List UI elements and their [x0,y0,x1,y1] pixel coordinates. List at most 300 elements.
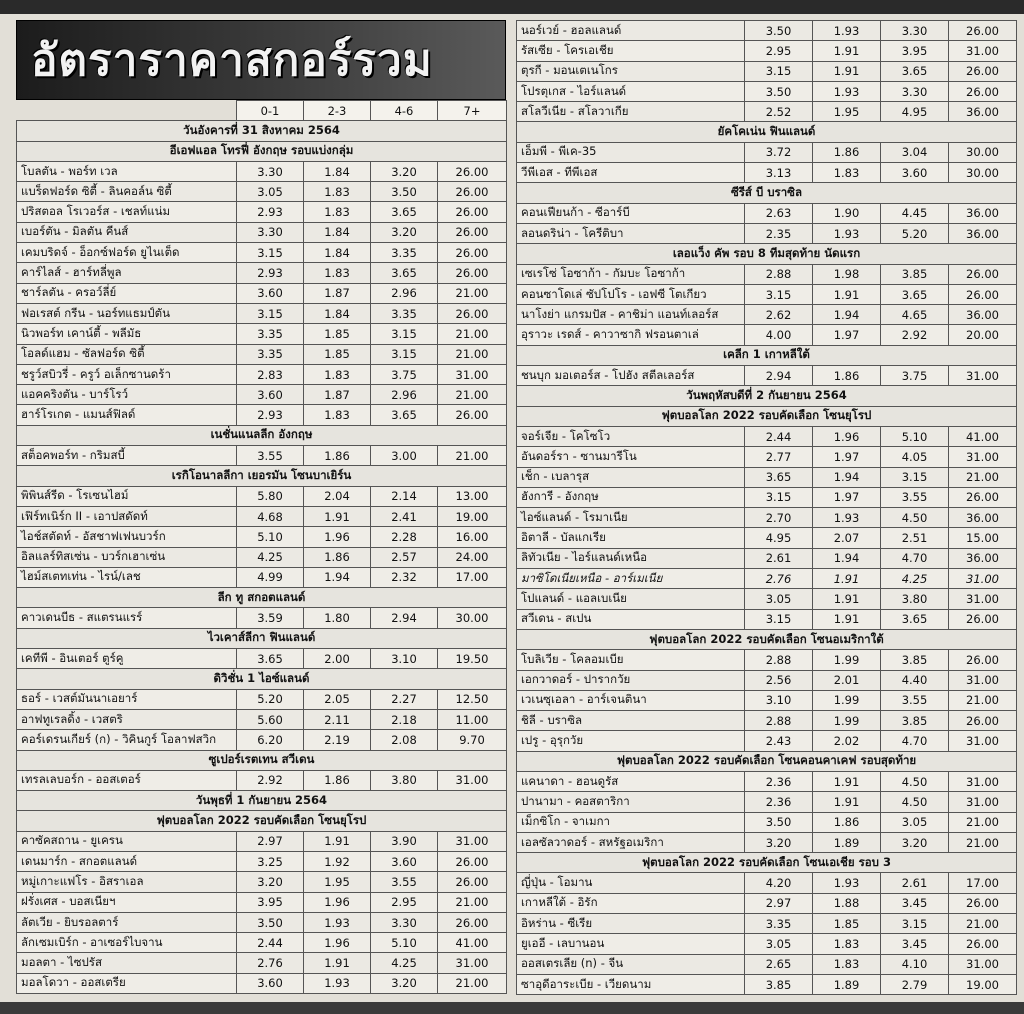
odds-0-1: 2.65 [745,954,813,974]
odds-7-plus: 26.00 [438,161,507,181]
odds-2-3: 1.86 [304,547,371,567]
odds-0-1: 5.80 [237,486,304,506]
match-name: ลิทัวเนีย - ไอร์แลนด์เหนือ [517,548,745,568]
match-name: เวเนซุเอลา - อาร์เจนตินา [517,690,745,710]
match-name: ฮาร์โรเกต - แมนส์ฟิลด์ [17,405,237,425]
table-row [517,142,1017,162]
odds-4-6: 3.20 [371,161,438,181]
odds-table-left [16,100,507,994]
section-title: ไวเคาส์ลีกา ฟินแลนด์ [17,628,507,648]
odds-0-1: 3.05 [237,182,304,202]
match-name: วีพีเอส - ทีพีเอส [517,163,745,183]
odds-0-1: 2.44 [237,933,304,953]
odds-2-3: 1.93 [813,81,881,101]
odds-0-1: 2.94 [745,366,813,386]
match-name: โบลตัน - พอร์ท เวล [17,161,237,181]
section-title: ซูเปอร์เรตเทน สวีเดน [17,750,507,770]
table-row [517,41,1017,61]
match-name: ฟอเรสต์ กรีน - นอร์ทแธมป์ตัน [17,303,237,323]
odds-0-1: 3.50 [745,812,813,832]
left-column [16,20,506,994]
odds-4-6: 3.55 [881,487,949,507]
page-title: อัตราราคาสกอร์รวม [31,35,433,86]
odds-7-plus: 31.00 [949,792,1017,812]
match-name: ออสเตรเลีย (n) - จีน [517,954,745,974]
odds-0-1: 3.05 [745,589,813,609]
match-name: รัสเซีย - โครเอเชีย [517,41,745,61]
table-row [517,223,1017,243]
odds-0-1: 2.56 [745,670,813,690]
table-row [517,914,1017,934]
odds-2-3: 1.83 [304,364,371,384]
table-row [17,730,507,750]
match-name: ลอนดริน่า - โครีติบา [517,223,745,243]
odds-0-1: 3.50 [745,21,813,41]
odds-7-plus: 26.00 [949,61,1017,81]
match-name: เม็กซิโก - จาเมกา [517,812,745,832]
table-row [17,324,507,344]
table-row [517,487,1017,507]
odds-2-3: 1.87 [304,385,371,405]
odds-7-plus: 26.00 [438,263,507,283]
table-row [517,102,1017,122]
odds-7-plus: 31.00 [949,366,1017,386]
odds-4-6: 5.20 [881,223,949,243]
section-header [17,141,507,161]
table-row [17,486,507,506]
odds-0-1: 2.61 [745,548,813,568]
odds-7-plus: 30.00 [949,163,1017,183]
odds-0-1: 3.20 [745,832,813,852]
match-name: ลัตเวีย - ยิบรอลตาร์ [17,912,237,932]
odds-7-plus: 26.00 [949,893,1017,913]
odds-7-plus: 26.00 [949,711,1017,731]
match-name: สโลวีเนีย - สโลวาเกีย [517,102,745,122]
odds-2-3: 1.86 [813,142,881,162]
odds-2-3: 1.96 [813,426,881,446]
table-row [17,567,507,587]
table-row [517,873,1017,893]
section-header [517,629,1017,649]
odds-2-3: 2.04 [304,486,371,506]
odds-2-3: 1.80 [304,608,371,628]
table-row [17,851,507,871]
odds-2-3: 1.89 [813,832,881,852]
match-name: สต็อคพอร์ท - กริมสบี้ [17,446,237,466]
odds-4-6: 4.70 [881,731,949,751]
odds-2-3: 1.99 [813,650,881,670]
odds-7-plus: 20.00 [949,325,1017,345]
section-title: อีเอฟแอล โทรฟี่ อังกฤษ รอบแบ่งกลุ่ม [17,141,507,161]
odds-2-3: 1.91 [813,41,881,61]
table-row [517,670,1017,690]
odds-4-6: 4.10 [881,954,949,974]
odds-4-6: 2.57 [371,547,438,567]
odds-4-6: 4.70 [881,548,949,568]
odds-0-1: 2.36 [745,771,813,791]
table-row [517,325,1017,345]
odds-4-6: 3.65 [371,405,438,425]
odds-4-6: 2.41 [371,506,438,526]
odds-2-3: 1.83 [304,182,371,202]
section-title: ฟุตบอลโลก 2022 รอบคัดเลือก โซนเอเชีย รอบ 3 [517,853,1017,873]
odds-4-6: 3.55 [881,690,949,710]
odds-4-6: 3.80 [881,589,949,609]
odds-0-1: 2.62 [745,305,813,325]
match-name: ไอซ์แลนด์ - โรมาเนีย [517,508,745,528]
odds-2-3: 2.19 [304,730,371,750]
odds-4-6: 3.30 [881,81,949,101]
odds-4-6: 2.14 [371,486,438,506]
odds-0-1: 2.35 [745,223,813,243]
table-row [517,893,1017,913]
odds-4-6: 2.32 [371,567,438,587]
match-name: อาฟทูเรลดิ้ง - เวสตริ [17,709,237,729]
odds-2-3: 1.97 [813,447,881,467]
odds-7-plus: 30.00 [949,142,1017,162]
odds-2-3: 2.11 [304,709,371,729]
match-name: แคนาดา - ฮอนดูรัส [517,771,745,791]
odds-4-6: 2.08 [371,730,438,750]
match-name: ปริสตอล โรเวอร์ส - เชลท์แน่ม [17,202,237,222]
odds-0-1: 3.35 [237,344,304,364]
table-row [17,973,507,993]
match-name: คอร์เดรนเกียร์ (ก) - วิคินกูร์ โอลาฟสวิก [17,730,237,750]
odds-4-6: 4.25 [881,569,949,589]
odds-4-6: 4.25 [371,953,438,973]
section-title: ฟุตบอลโลก 2022 รอบคัดเลือก โซนยุโรป [17,811,507,831]
odds-2-3: 1.86 [813,366,881,386]
match-name: นาโงย่า แกรมปัส - คาชิม่า แอนท์เลอร์ส [517,305,745,325]
odds-7-plus: 26.00 [438,202,507,222]
table-row [17,344,507,364]
table-row [17,649,507,669]
odds-0-1: 2.70 [745,508,813,528]
odds-7-plus: 11.00 [438,709,507,729]
odds-7-plus: 21.00 [949,467,1017,487]
odds-2-3: 1.83 [304,202,371,222]
odds-2-3: 1.91 [813,284,881,304]
odds-7-plus: 31.00 [438,831,507,851]
match-name: มอลตา - ไซปรัส [17,953,237,973]
bottom-border [0,1002,1024,1014]
odds-2-3: 1.93 [813,873,881,893]
odds-4-6: 3.00 [371,446,438,466]
odds-4-6: 2.96 [371,385,438,405]
odds-7-plus: 26.00 [438,182,507,202]
odds-7-plus: 26.00 [949,650,1017,670]
odds-2-3: 1.96 [304,527,371,547]
odds-7-plus: 24.00 [438,547,507,567]
odds-7-plus: 41.00 [438,933,507,953]
odds-0-1: 2.77 [745,447,813,467]
match-name: ชนบุก มอเตอร์ส - โปฮัง สตีลเลอร์ส [517,366,745,386]
odds-7-plus: 26.00 [438,912,507,932]
odds-2-3: 1.91 [813,61,881,81]
table-row [517,447,1017,467]
table-row [17,182,507,202]
match-name: โปแลนด์ - แอลเบเนีย [517,589,745,609]
odds-4-6: 3.75 [371,364,438,384]
table-row [517,589,1017,609]
odds-7-plus: 31.00 [949,670,1017,690]
odds-7-plus: 26.00 [438,243,507,263]
odds-7-plus: 26.00 [438,851,507,871]
odds-0-1: 2.83 [237,364,304,384]
odds-7-plus: 17.00 [438,567,507,587]
odds-7-plus: 31.00 [438,770,507,790]
odds-2-3: 1.92 [304,851,371,871]
odds-2-3: 1.85 [304,344,371,364]
odds-2-3: 1.87 [304,283,371,303]
odds-0-1: 3.65 [745,467,813,487]
match-name: โปรตุเกส - ไอร์แลนด์ [517,81,745,101]
table-header [17,101,507,121]
odds-2-3: 2.05 [304,689,371,709]
table-row [517,366,1017,386]
odds-4-6: 4.50 [881,792,949,812]
odds-4-6: 3.60 [881,163,949,183]
odds-7-plus: 26.00 [438,222,507,242]
odds-2-3: 1.83 [813,163,881,183]
odds-2-3: 1.84 [304,303,371,323]
odds-7-plus: 31.00 [949,569,1017,589]
odds-7-plus: 36.00 [949,223,1017,243]
table-row [517,934,1017,954]
match-name: เอลซัลวาดอร์ - สหรัฐอเมริกา [517,832,745,852]
odds-0-1: 3.35 [237,324,304,344]
odds-7-plus: 9.70 [438,730,507,750]
odds-4-6: 3.60 [371,851,438,871]
table-row [17,527,507,547]
odds-7-plus: 13.00 [438,486,507,506]
odds-7-plus: 31.00 [949,41,1017,61]
odds-2-3: 1.93 [813,508,881,528]
odds-0-1: 3.15 [237,243,304,263]
table-row [517,812,1017,832]
odds-0-1: 2.97 [745,893,813,913]
odds-7-plus: 21.00 [438,324,507,344]
section-title: เลอแว็ง คัพ รอบ 8 ทีมสุดท้าย นัดแรก [517,244,1017,264]
odds-2-3: 1.84 [304,243,371,263]
table-row [17,933,507,953]
table-row [517,203,1017,223]
odds-0-1: 3.60 [237,283,304,303]
odds-7-plus: 31.00 [949,771,1017,791]
odds-7-plus: 36.00 [949,548,1017,568]
odds-0-1: 2.92 [237,770,304,790]
odds-7-plus: 36.00 [949,102,1017,122]
match-name: เคทีพี - อินเตอร์ ตูร์คู [17,649,237,669]
section-header [517,345,1017,365]
odds-2-3: 1.85 [813,914,881,934]
odds-0-1: 2.93 [237,405,304,425]
section-title: วันพฤหัสบดีที่ 2 กันยายน 2564 [517,386,1017,406]
odds-0-1: 2.88 [745,650,813,670]
odds-2-3: 1.99 [813,711,881,731]
odds-4-6: 3.55 [371,872,438,892]
section-header [17,121,507,141]
odds-4-6: 2.95 [371,892,438,912]
odds-0-1: 3.72 [745,142,813,162]
section-title: เคลีก 1 เกาหลีใต้ [517,345,1017,365]
table-row [517,650,1017,670]
section-title: ลีก ทู สกอตแลนด์ [17,588,507,608]
odds-0-1: 3.30 [237,161,304,181]
odds-0-1: 3.50 [745,81,813,101]
match-name: อิลแลร์ทิสเซ่น - บวร์กเฮาเซ่น [17,547,237,567]
table-row [17,892,507,912]
odds-0-1: 2.52 [745,102,813,122]
section-title: เนชั่นแนลลีก อังกฤษ [17,425,507,445]
odds-4-6: 3.90 [371,831,438,851]
table-row [517,284,1017,304]
table-row [517,528,1017,548]
match-name: โอลด์แฮม - ซัลฟอร์ด ซิตี้ [17,344,237,364]
odds-0-1: 4.68 [237,506,304,526]
section-title: ยัคโคเน่น ฟินแลนด์ [517,122,1017,142]
section-header [17,425,507,445]
odds-4-6: 4.50 [881,508,949,528]
table-row [17,872,507,892]
odds-2-3: 1.84 [304,222,371,242]
odds-4-6: 4.65 [881,305,949,325]
section-header [517,183,1017,203]
odds-7-plus: 31.00 [949,954,1017,974]
odds-2-3: 1.83 [304,405,371,425]
odds-7-plus: 31.00 [949,447,1017,467]
section-title: ฟุตบอลโลก 2022 รอบคัดเลือก โซนอเมริกาใต้ [517,629,1017,649]
match-name: ตุรกี - มอนเตเนโกร [517,61,745,81]
odds-2-3: 1.99 [813,690,881,710]
odds-4-6: 4.45 [881,203,949,223]
match-name: อันดอร์รา - ซานมารีโน [517,447,745,467]
odds-7-plus: 26.00 [949,934,1017,954]
odds-0-1: 2.44 [745,426,813,446]
odds-7-plus: 21.00 [438,892,507,912]
odds-2-3: 1.89 [813,974,881,994]
table-row [517,731,1017,751]
odds-7-plus: 21.00 [438,973,507,993]
header-blank [17,101,237,121]
table-row [17,222,507,242]
odds-4-6: 3.20 [881,832,949,852]
odds-2-3: 1.94 [304,567,371,587]
odds-0-1: 3.55 [237,446,304,466]
section-title: ฟุตบอลโลก 2022 รอบคัดเลือก โซนยุโรป [517,406,1017,426]
odds-4-6: 3.15 [881,914,949,934]
odds-7-plus: 26.00 [949,264,1017,284]
odds-7-plus: 21.00 [438,446,507,466]
odds-4-6: 3.20 [371,973,438,993]
table-row [17,446,507,466]
odds-4-6: 3.65 [371,263,438,283]
section-title: วันอังคารที่ 31 สิงหาคม 2564 [17,121,507,141]
odds-4-6: 3.80 [371,770,438,790]
table-row [17,608,507,628]
odds-7-plus: 21.00 [949,914,1017,934]
match-name: ยูเออี - เลบานอน [517,934,745,954]
odds-4-6: 2.61 [881,873,949,893]
match-name: ชาร์ลตัน - ครอว์ลี่ย์ [17,283,237,303]
match-name: พิพินส์รีด - โรเซนไฮม์ [17,486,237,506]
odds-0-1: 3.25 [237,851,304,871]
odds-0-1: 3.35 [745,914,813,934]
odds-4-6: 2.51 [881,528,949,548]
odds-7-plus: 26.00 [949,609,1017,629]
match-name: นิวพอร์ท เคาน์ตี้ - พลีมัธ [17,324,237,344]
odds-0-1: 4.25 [237,547,304,567]
table-row [517,548,1017,568]
match-name: ไอช์สตัดท์ - อัสชาฟเฟนบวร์ก [17,527,237,547]
odds-0-1: 3.95 [237,892,304,912]
table-row [17,385,507,405]
odds-7-plus: 31.00 [949,589,1017,609]
odds-2-3: 1.91 [304,831,371,851]
odds-7-plus: 26.00 [438,872,507,892]
odds-4-6: 2.94 [371,608,438,628]
table-row [517,711,1017,731]
table-row [517,974,1017,994]
odds-0-1: 3.50 [237,912,304,932]
odds-2-3: 1.91 [304,953,371,973]
odds-0-1: 3.15 [237,303,304,323]
section-title: ดิวิชั่น 1 ไอซ์แลนด์ [17,669,507,689]
table-row [517,771,1017,791]
odds-7-plus: 21.00 [949,832,1017,852]
odds-7-plus: 19.50 [438,649,507,669]
table-row [17,303,507,323]
odds-2-3: 1.86 [304,770,371,790]
table-row [17,243,507,263]
match-name: มาซิโดเนียเหนือ - อาร์เมเนีย [517,569,745,589]
match-name: แบร็ดฟอร์ด ซิตี้ - ลินคอล์น ซิตี้ [17,182,237,202]
section-header [17,669,507,689]
match-name: ซาอุดีอาระเบีย - เวียดนาม [517,974,745,994]
match-name: เคมบริดจ์ - อ็อกซ์ฟอร์ด ยูไนเต็ด [17,243,237,263]
match-name: ชรูว์สบิวรี่ - ครูว์ อเล็กซานดร้า [17,364,237,384]
odds-4-6: 4.50 [881,771,949,791]
odds-0-1: 5.60 [237,709,304,729]
table-row [17,263,507,283]
match-name: เบอร์ตัน - มิลตัน คีนส์ [17,222,237,242]
table-row [517,426,1017,446]
odds-7-plus: 36.00 [949,305,1017,325]
odds-4-6: 4.05 [881,447,949,467]
table-row [17,953,507,973]
odds-0-1: 2.88 [745,264,813,284]
odds-4-6: 3.30 [371,912,438,932]
match-name: เซเรโซ่ โอซาก้า - กัมบะ โอซาก้า [517,264,745,284]
odds-7-plus: 31.00 [438,364,507,384]
odds-0-1: 3.15 [745,284,813,304]
match-name: ฮังการี - อังกฤษ [517,487,745,507]
match-name: เดนมาร์ก - สกอตแลนด์ [17,851,237,871]
table-row [517,467,1017,487]
odds-4-6: 3.45 [881,893,949,913]
odds-4-6: 3.75 [881,366,949,386]
table-row [17,364,507,384]
odds-4-6: 3.65 [881,61,949,81]
odds-0-1: 3.15 [745,487,813,507]
match-name: จอร์เจีย - โคโซโว [517,426,745,446]
odds-0-1: 5.20 [237,689,304,709]
odds-2-3: 1.95 [813,102,881,122]
odds-0-1: 3.60 [237,385,304,405]
odds-7-plus: 26.00 [438,303,507,323]
match-name: เอกวาดอร์ - ปารากวัย [517,670,745,690]
match-name: คอนเฟียนก้า - ซีอาร์บี [517,203,745,223]
